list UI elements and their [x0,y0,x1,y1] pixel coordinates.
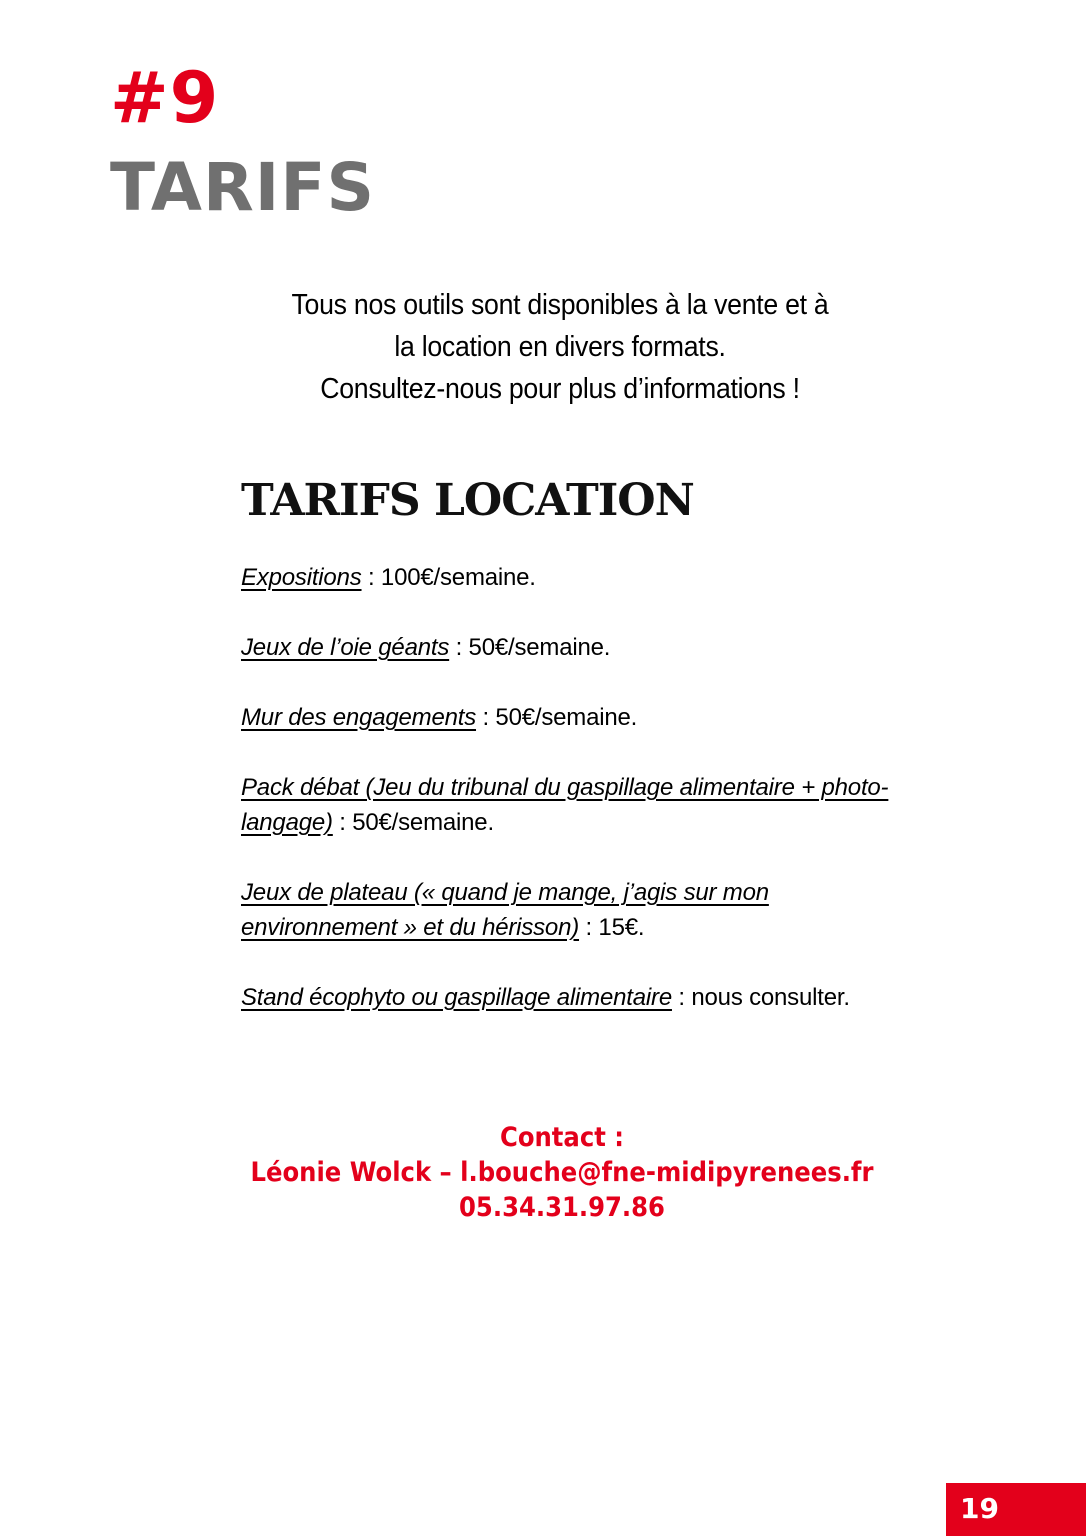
intro-text [210,284,909,410]
item-name: Jeux de plateau (« quand je mange, j’agis sur mon environnement » et du hérisson) [241,879,769,941]
price-item-jeux-plateau [241,875,921,945]
item-name: Stand écophyto ou gaspillage alimentaire [241,984,672,1011]
item-price: : 100€/semaine. [361,564,536,591]
price-item-mur-engagements [241,700,921,735]
item-name: Expositions [241,564,362,591]
item-price: : 15€. [579,914,645,941]
location-heading: TARIFS LOCATION [241,475,694,526]
price-item-jeux-oie [241,630,921,665]
contact-name-email: Léonie Wolck – l.bouche@fne-midipyrenees.fr [250,1157,874,1188]
page-number: 19 [960,1492,999,1525]
item-price: : 50€/semaine. [332,809,494,836]
price-list [241,560,921,1050]
intro-line: la location en divers formats. [394,331,726,363]
item-name: Pack débat (Jeu du tribunal du gaspillage alimentaire + photo-langage) [241,774,889,836]
intro-line: Tous nos outils sont disponibles à la vente et à [291,289,829,321]
item-price: : 50€/semaine. [449,634,611,661]
price-item-stand [241,980,921,1015]
item-price: : 50€/semaine. [476,704,638,731]
contact-phone: 05.34.31.97.86 [459,1192,665,1223]
contact-block [200,1120,924,1225]
contact-label: Contact : [500,1122,624,1153]
section-title: TARIFS [110,149,375,226]
item-price: : nous consulter. [671,984,850,1011]
price-item-expositions [241,560,921,595]
price-item-pack-debat [241,770,921,840]
item-name: Mur des engagements [241,704,477,731]
section-number: #9 [110,57,220,139]
item-name: Jeux de l’oie géants [241,634,450,661]
intro-line: Consultez-nous pour plus d’informations ! [320,373,800,405]
